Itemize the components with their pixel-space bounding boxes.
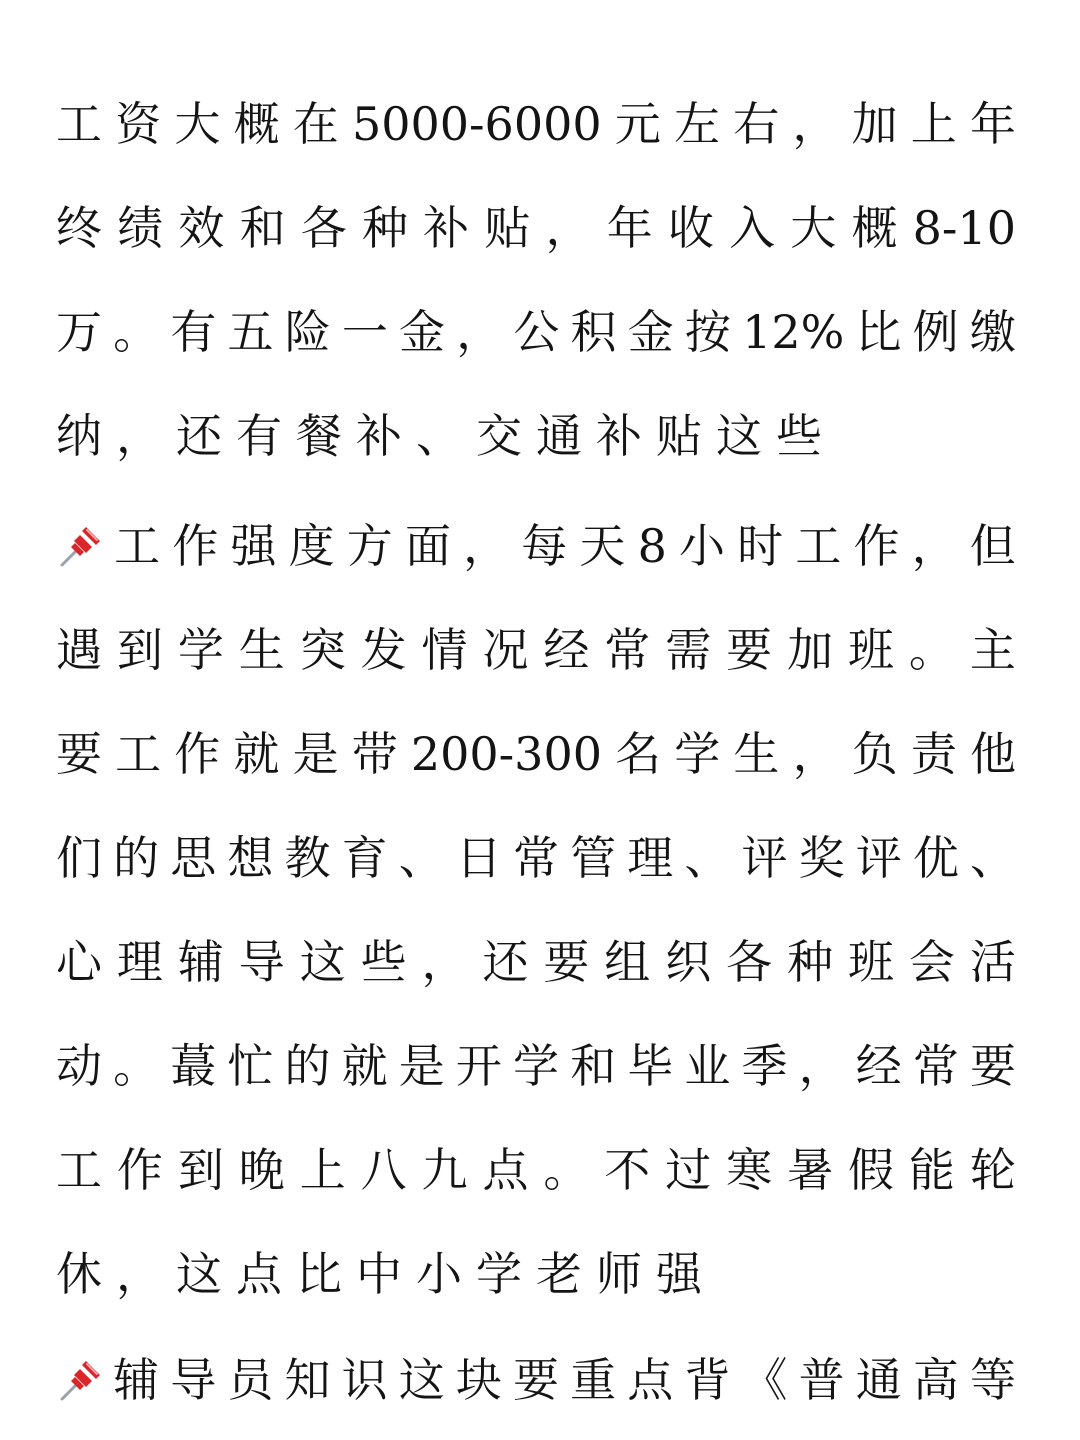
text-glyph: 遇 [56,623,102,677]
text-glyph: 要 [543,935,590,989]
text-glyph: 这 [176,1247,222,1301]
text-glyph: 块 [455,1353,502,1407]
text-glyph: 每 [521,519,568,573]
text-glyph: 比 [855,305,902,359]
text-glyph: 贴 [656,409,702,463]
text-glyph: 上 [910,97,957,151]
text-glyph: 强 [656,1247,702,1301]
text-glyph: 上 [299,1143,346,1197]
text-glyph: 是 [398,1039,445,1093]
text-glyph: 不 [604,1143,651,1197]
text-glyph: 忙 [227,1039,274,1093]
text-glyph: 但 [969,519,1016,573]
text-glyph: 常 [912,1039,959,1093]
text-glyph: 育 [341,831,388,885]
text-glyph: 效 [178,201,225,255]
text-glyph: 通 [536,409,582,463]
text-glyph: 加 [851,97,898,151]
text-glyph: 补 [423,201,470,255]
text-glyph: 金 [627,305,674,359]
text-glyph: 绩 [117,201,164,255]
text-glyph: 重 [570,1353,617,1407]
text-glyph: 组 [604,935,651,989]
text-glyph: 万 [56,305,102,359]
text-glyph: 生 [733,727,780,781]
text-line [56,598,1016,702]
text-glyph: 八 [360,1143,407,1197]
text-glyph: 是 [292,727,339,781]
text-glyph: 发 [360,623,407,677]
text-glyph: 名 [615,727,662,781]
text-glyph: 这 [299,935,346,989]
text-glyph: 大 [174,97,221,151]
text-glyph: 理 [116,935,163,989]
text-glyph: 。 [543,1143,590,1197]
text-glyph: 概 [233,97,280,151]
text-line [56,176,1016,280]
text-glyph: 左 [674,97,720,151]
text-glyph: 情 [421,623,468,677]
text-glyph: 还 [482,935,529,989]
text-glyph: 概 [851,201,898,255]
text-glyph: 轮 [969,1143,1016,1197]
text-glyph: 活 [969,935,1016,989]
text-glyph: 动 [56,1039,102,1093]
text-glyph: 各 [300,201,347,255]
text-glyph: 、 [684,831,731,885]
text-glyph: 们 [56,831,102,885]
text-glyph: 年 [969,97,1016,151]
text-glyph: 要 [970,1039,1016,1093]
text-glyph: 心 [56,935,102,989]
text-glyph: 常 [513,831,559,885]
text-glyph: 织 [665,935,712,989]
text-glyph: 员 [227,1353,274,1407]
text-glyph: 、 [398,831,445,885]
text-glyph: 公 [513,305,560,359]
text-glyph: 这 [398,1353,445,1407]
text-glyph: 5000-6000 [351,97,602,151]
text-glyph: 班 [847,935,894,989]
text-glyph: 险 [284,305,331,359]
text-glyph: 8 [637,519,667,573]
text-glyph: 种 [361,201,408,255]
text-glyph: 过 [665,1143,712,1197]
text-glyph: 就 [233,727,280,781]
text-glyph: 季 [741,1039,788,1093]
text-glyph: 。 [113,1039,160,1093]
text-glyph: 12% [742,305,845,359]
text-glyph: 普 [798,1353,845,1407]
text-glyph: 资 [115,97,162,151]
pushpin-icon [56,1355,106,1405]
text-glyph: 评 [741,831,788,885]
text-glyph: 有 [170,305,217,359]
text-glyph: 200-300 [410,727,602,781]
text-glyph: 面 [404,519,451,573]
text-glyph: ， [116,1247,162,1301]
text-line [56,280,1016,384]
text-glyph: 师 [596,1247,642,1301]
text-line [56,1222,1016,1326]
text-glyph: 况 [482,623,529,677]
text-glyph: 些 [360,935,407,989]
text-glyph: 管 [570,831,617,885]
text-glyph: 要 [726,623,773,677]
text-glyph: 点 [236,1247,282,1301]
text-glyph: 要 [56,727,102,781]
text-glyph: 知 [284,1353,331,1407]
text-glyph: 假 [847,1143,894,1197]
text-glyph: 年 [606,201,653,255]
text-glyph: 作 [853,519,900,573]
text-glyph: 小 [416,1247,462,1301]
text-glyph: 和 [239,201,286,255]
text-glyph: 负 [851,727,898,781]
text-glyph: 贴 [484,201,531,255]
text-glyph: 会 [908,935,955,989]
text-glyph: 缴 [969,305,1016,359]
text-glyph: 学 [513,1039,559,1093]
text-glyph: 到 [177,1143,224,1197]
text-glyph: 暑 [787,1143,834,1197]
text-glyph: 按 [684,305,731,359]
text-glyph: 。 [113,305,160,359]
text-glyph: 元 [614,97,661,151]
text-glyph: 就 [341,1039,388,1093]
text-line [56,384,1016,488]
text-glyph: 能 [908,1143,955,1197]
text-glyph: 突 [299,623,346,677]
text-glyph: ， [792,97,839,151]
text-glyph: 右 [733,97,780,151]
text-line [56,910,1016,1014]
text-glyph: 经 [543,623,590,677]
text-glyph: 强 [230,519,277,573]
text-glyph: 作 [116,1143,163,1197]
text-glyph: 他 [969,727,1016,781]
text-glyph: 补 [596,409,642,463]
text-glyph: 辅 [113,1353,160,1407]
text-glyph: 业 [684,1039,731,1093]
text-glyph: 学 [476,1247,522,1301]
text-glyph: 大 [790,201,837,255]
text-glyph: 高 [912,1353,959,1407]
text-glyph: 老 [536,1247,582,1301]
text-glyph: 和 [570,1039,617,1093]
text-glyph: 工 [114,519,161,573]
text-glyph: 8-10 [912,201,1016,255]
text-glyph: 优 [912,831,959,885]
text-glyph: 各 [726,935,773,989]
text-glyph: 工 [795,519,842,573]
text-glyph: 背 [684,1353,731,1407]
text-glyph: 工 [115,727,162,781]
text-glyph: 晚 [238,1143,285,1197]
text-glyph: 中 [356,1247,402,1301]
text-glyph: 的 [284,1039,331,1093]
text-glyph: 终 [56,201,102,255]
text-glyph: 还 [176,409,222,463]
text-glyph: 度 [288,519,335,573]
text-line [56,806,1016,910]
text-glyph: 、 [970,831,1016,885]
text-glyph: 思 [170,831,217,885]
text-line [56,72,1016,176]
text-glyph: 点 [627,1353,674,1407]
text-glyph: 积 [570,305,617,359]
text-glyph: 日 [455,831,502,885]
text-glyph: ， [116,409,162,463]
text-glyph: 入 [729,201,776,255]
text-glyph: 作 [174,727,221,781]
text-glyph: 有 [236,409,282,463]
text-glyph: 点 [482,1143,529,1197]
text-line [56,1118,1016,1222]
text-glyph: 工 [56,1143,102,1197]
text-glyph: 学 [177,623,224,677]
text-glyph: 到 [116,623,163,677]
text-glyph: 蕞 [170,1039,217,1093]
text-glyph: 些 [776,409,822,463]
text-glyph: 导 [238,935,285,989]
text-glyph: 交 [476,409,522,463]
text-glyph: 时 [737,519,784,573]
text-glyph: 九 [421,1143,468,1197]
text-glyph: 种 [787,935,834,989]
text-glyph: 导 [170,1353,217,1407]
text-glyph: 比 [296,1247,342,1301]
text-glyph: 常 [604,623,651,677]
text-glyph: 带 [351,727,398,781]
text-glyph: 天 [579,519,626,573]
text-glyph: ， [798,1039,845,1093]
text-glyph: 休 [56,1247,102,1301]
text-glyph: 《 [741,1353,788,1407]
text-glyph: 例 [912,305,959,359]
text-glyph: 责 [910,727,957,781]
text-glyph: ， [545,201,592,255]
text-glyph: 需 [665,623,712,677]
text-glyph: 作 [172,519,219,573]
text-glyph: 识 [341,1353,388,1407]
text-glyph: 。 [908,623,955,677]
text-glyph: ， [421,935,468,989]
text-glyph: 方 [346,519,393,573]
text-glyph: 五 [227,305,274,359]
text-line [56,1014,1016,1118]
text-glyph: 要 [513,1353,559,1407]
text-glyph: 在 [292,97,339,151]
text-line [56,702,1016,806]
text-glyph: 学 [674,727,721,781]
text-glyph: 开 [455,1039,502,1093]
text-glyph: 寒 [726,1143,773,1197]
text-glyph: 纳 [56,409,102,463]
text-glyph: 等 [970,1353,1016,1407]
text-glyph: 通 [855,1353,902,1407]
text-line [56,494,1016,598]
text-glyph: ， [911,519,958,573]
text-glyph: 收 [667,201,714,255]
text-glyph: 加 [787,623,834,677]
text-glyph: 理 [627,831,674,885]
text-glyph: 补 [356,409,402,463]
text-glyph: 生 [238,623,285,677]
text-glyph: ， [463,519,510,573]
text-glyph: 奖 [798,831,845,885]
text-glyph: 毕 [627,1039,674,1093]
text-glyph: ， [456,305,503,359]
text-glyph: 小 [679,519,725,573]
text-glyph: 辅 [177,935,224,989]
text-glyph: ， [792,727,839,781]
text-glyph: 餐 [296,409,342,463]
text-line [56,1328,1016,1432]
text-glyph: 评 [855,831,902,885]
text-glyph: 、 [416,409,462,463]
text-glyph: 的 [113,831,160,885]
text-glyph: 班 [847,623,894,677]
pushpin-icon [56,521,106,571]
text-glyph: 一 [341,305,388,359]
text-glyph: 想 [227,831,274,885]
text-glyph: 工 [56,97,102,151]
text-glyph: 金 [399,305,446,359]
text-glyph: 教 [284,831,331,885]
text-glyph: 这 [716,409,762,463]
text-glyph: 经 [855,1039,902,1093]
text-glyph: 主 [969,623,1016,677]
